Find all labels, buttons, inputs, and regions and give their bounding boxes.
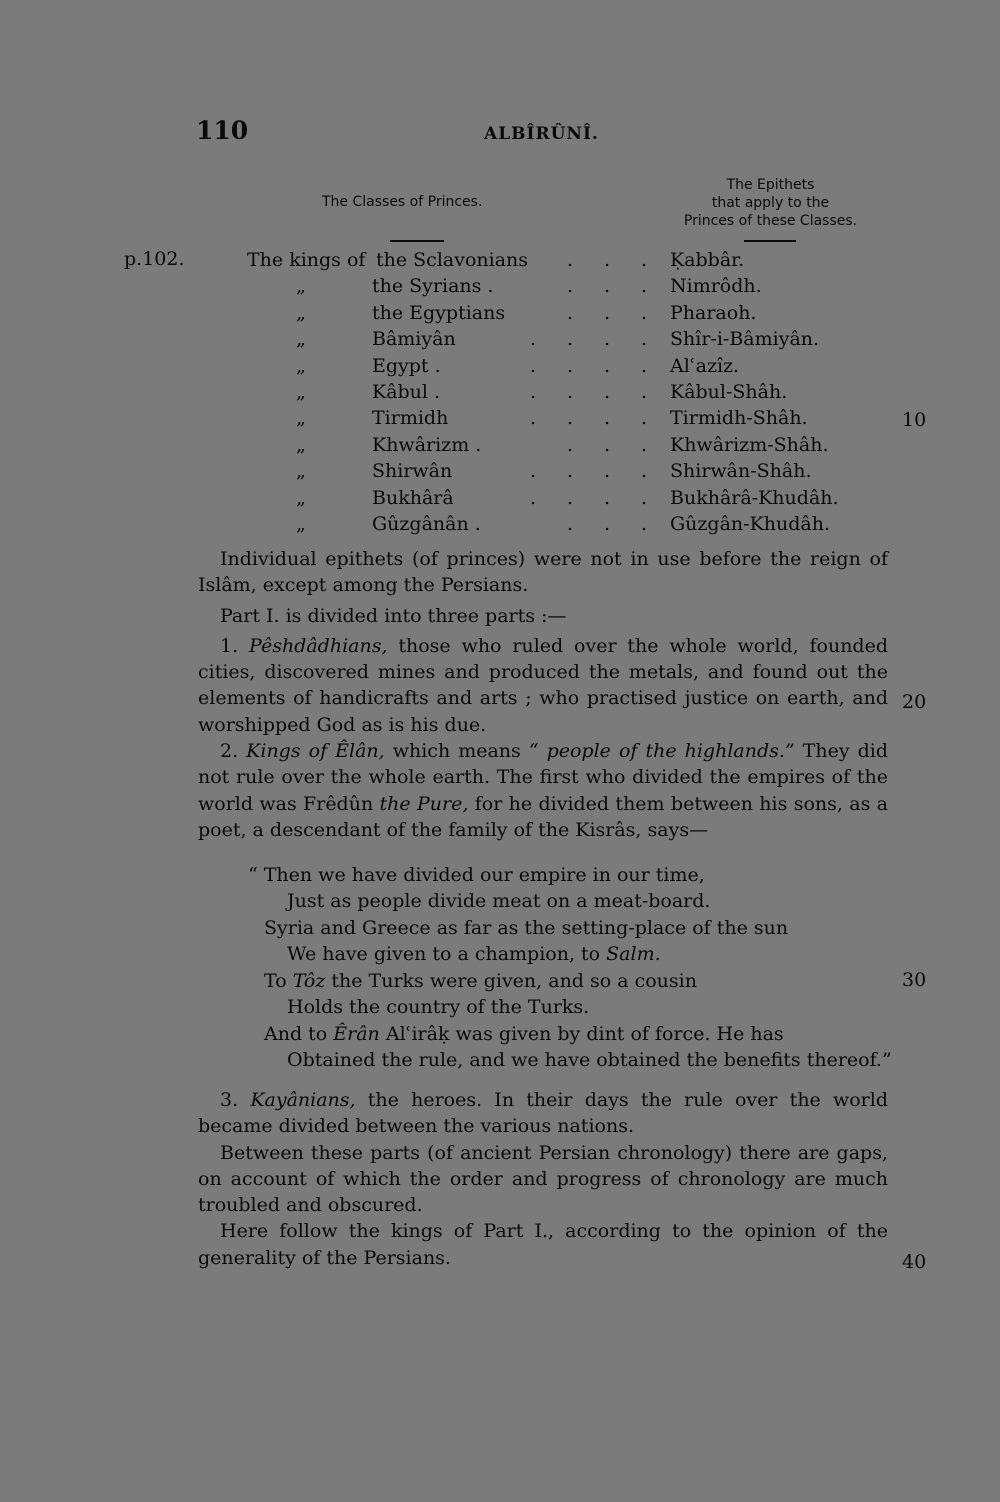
text: for he divided them between his sons, as a poet, a descendant of the family of the Kisrâs, says— xyxy=(198,792,889,841)
heading-line: that apply to the xyxy=(711,195,830,211)
leader-dot: . xyxy=(567,354,574,377)
table-row xyxy=(0,432,1000,458)
term: Tôz xyxy=(292,970,326,992)
verse-line xyxy=(287,941,661,967)
ditto-mark: „ xyxy=(296,460,306,483)
ditto-mark: „ xyxy=(296,275,306,298)
leader-dots xyxy=(530,326,678,352)
leader-dot: . xyxy=(530,486,537,509)
leader-dot: . xyxy=(641,249,648,271)
leader-dot: . xyxy=(604,460,611,483)
table-row xyxy=(0,405,1000,431)
leader-dot: . xyxy=(641,381,648,403)
leader-dot: . xyxy=(604,381,611,403)
paragraph: Part I. is divided into three parts :— xyxy=(220,604,567,627)
heading-rule-right xyxy=(744,240,796,242)
heading-rule-left xyxy=(390,240,444,242)
leader-dot: . xyxy=(530,354,537,377)
leader-dot: . xyxy=(604,513,611,535)
verse-line: “ Then we have divided our empire in our time, xyxy=(248,864,705,886)
leader-dot: . xyxy=(641,433,648,456)
leader-dot: . xyxy=(567,407,574,430)
paragraph: Here follow the kings of Part I., according to the opinion of the generality of the Persians. xyxy=(198,1220,888,1269)
text: the Turks were given, and so a cousin xyxy=(325,970,697,992)
leader-dots xyxy=(530,353,678,379)
leader-dot: . xyxy=(641,513,648,535)
line-number: 10 xyxy=(902,409,927,431)
epithet: Alʿazîz. xyxy=(670,354,740,377)
class-prefix: The kings of xyxy=(247,249,366,271)
class-name: Khwârizm . xyxy=(372,433,482,456)
table-row xyxy=(0,247,1000,273)
leader-dot: . xyxy=(641,407,648,430)
ditto-mark: „ xyxy=(296,433,306,456)
body-text-lower xyxy=(198,1087,888,1271)
heading-line: The Epithets xyxy=(726,177,815,193)
class-name: Tirmidh xyxy=(372,407,449,430)
leader-dots xyxy=(530,379,678,405)
ditto-mark: „ xyxy=(296,486,306,509)
leader-dot: . xyxy=(641,486,648,509)
leader-dots xyxy=(530,485,678,511)
body-text-upper xyxy=(198,546,888,843)
leader-dot: . xyxy=(567,513,574,535)
table-heading-epithets xyxy=(668,176,873,230)
leader-dot: . xyxy=(530,407,537,430)
class-name: the Syrians . xyxy=(372,275,494,298)
table-row xyxy=(0,353,1000,379)
text: which means xyxy=(384,740,529,763)
table-heading-classes: The Classes of Princes. xyxy=(322,194,483,210)
leader-dots xyxy=(567,432,678,458)
side-reference: p.102. xyxy=(124,248,185,270)
paragraph: Between these parts (of ancient Persian chronology) there are gaps, on account of which the order and progress of chronology are much troubled and obscured. xyxy=(198,1141,888,1217)
leader-dot: . xyxy=(530,460,537,483)
item-number: 2. xyxy=(220,740,247,763)
leader-dot: . xyxy=(604,433,611,456)
verse-line: Just as people divide meat on a meat-board. xyxy=(287,890,711,912)
paragraph-kings-of-elan xyxy=(198,738,888,843)
class-name: Bukhârâ xyxy=(372,486,454,509)
leader-dots xyxy=(567,511,678,537)
class-name: Shirwân xyxy=(372,460,453,483)
leader-dot: . xyxy=(641,460,648,483)
text: Alʿirâḳ was given by dint of force. He has xyxy=(379,1023,784,1045)
table-row xyxy=(0,273,1000,299)
table-row xyxy=(0,379,1000,405)
text: They did not rule over the whole earth. The first who divided the empires of the world was Frêdûn xyxy=(198,740,888,815)
ditto-mark: „ xyxy=(296,513,306,535)
paragraph: Individual epithets (of princes) were not in use before the reign of Islâm, except among the Persians. xyxy=(198,548,888,597)
item-number: 1. xyxy=(220,634,250,657)
leader-dot: . xyxy=(567,381,574,403)
paragraph-kayanians xyxy=(198,1087,888,1140)
quote: “ people of the highlands.” xyxy=(528,740,795,763)
line-number: 40 xyxy=(902,1251,927,1273)
paragraph-peshdadhians xyxy=(198,633,888,738)
leader-dot: . xyxy=(567,301,574,324)
table-row xyxy=(0,326,1000,352)
epithet: Ḳabbâr. xyxy=(670,249,745,271)
leader-dots xyxy=(530,458,678,484)
term: Kings of Êlân, xyxy=(246,740,385,763)
leader-dot: . xyxy=(604,328,611,351)
verse-line: Obtained the rule, and we have obtained the benefits thereof.” xyxy=(287,1049,892,1071)
leader-dots xyxy=(530,405,678,431)
term: Pêshdâdhians, xyxy=(249,634,388,657)
leader-dot: . xyxy=(530,328,537,351)
verse-line xyxy=(264,968,697,994)
leader-dot: . xyxy=(567,249,574,271)
epithet: Gûzgân-Khudâh. xyxy=(670,513,831,535)
leader-dot: . xyxy=(604,407,611,430)
page-number: 110 xyxy=(196,116,249,145)
epithet: Shirwân-Shâh. xyxy=(670,460,812,483)
class-name: Bâmiyân xyxy=(372,328,456,351)
class-name: the Sclavonians xyxy=(376,249,529,271)
table-row xyxy=(0,511,1000,537)
verse-line: Holds the country of the Turks. xyxy=(287,996,590,1018)
ditto-mark: „ xyxy=(296,328,306,351)
leader-dot: . xyxy=(604,249,611,271)
table-row xyxy=(0,300,1000,326)
item-number: 3. xyxy=(220,1089,251,1111)
epithet: Pharaoh. xyxy=(670,301,757,324)
leader-dot: . xyxy=(641,275,648,298)
epithet: Tirmidh-Shâh. xyxy=(670,407,808,430)
text: those who ruled over the whole world, founded cities, discovered mines and produced the metals, and found out the elements of handicrafts and arts ; who practised justice on earth, and worshipped God as is his due. xyxy=(198,634,888,736)
term: Salm. xyxy=(606,943,661,965)
class-name: Egypt . xyxy=(372,354,441,377)
leader-dot: . xyxy=(604,486,611,509)
text: the heroes. In their days the rule over the world became divided between the various nations. xyxy=(198,1089,889,1138)
heading-line: Princes of these Classes. xyxy=(683,213,858,229)
table-row xyxy=(0,458,1000,484)
running-title: ALBÎRÛNÎ. xyxy=(484,124,599,144)
text: To xyxy=(264,970,293,992)
leader-dot: . xyxy=(641,328,648,351)
epithet: Nimrôdh. xyxy=(670,275,762,298)
epithet: Khwârizm-Shâh. xyxy=(670,433,829,456)
leader-dot: . xyxy=(641,301,648,324)
text: We have given to a champion, to xyxy=(287,943,607,965)
leader-dot: . xyxy=(604,354,611,377)
leader-dot: . xyxy=(604,275,611,298)
class-name: Gûzgânân . xyxy=(372,513,481,535)
term: Kayânians, xyxy=(250,1089,356,1111)
leader-dot: . xyxy=(567,275,574,298)
ditto-mark: „ xyxy=(296,301,306,324)
class-name: Kâbul . xyxy=(372,381,441,403)
verse-line: Syria and Greece as far as the setting-place of the sun xyxy=(264,917,789,939)
epithet: Kâbul-Shâh. xyxy=(670,381,788,403)
ditto-mark: „ xyxy=(296,354,306,377)
leader-dots xyxy=(567,273,678,299)
verse-line xyxy=(264,1021,784,1047)
epithet: Bukhârâ-Khudâh. xyxy=(670,486,839,509)
term: the Pure, xyxy=(379,792,469,815)
epithet: Shîr-i-Bâmiyân. xyxy=(670,328,820,351)
leader-dot: . xyxy=(641,354,648,377)
line-number: 20 xyxy=(902,691,927,713)
class-name: the Egyptians xyxy=(372,301,506,324)
text: And to xyxy=(264,1023,334,1045)
leader-dots xyxy=(567,247,678,273)
term: Êrân xyxy=(333,1023,380,1045)
leader-dot: . xyxy=(567,460,574,483)
leader-dot: . xyxy=(604,301,611,324)
line-number: 30 xyxy=(902,969,927,991)
leader-dot: . xyxy=(567,328,574,351)
table-row xyxy=(0,485,1000,511)
leader-dot: . xyxy=(567,433,574,456)
leader-dot: . xyxy=(567,486,574,509)
ditto-mark: „ xyxy=(296,381,306,403)
leader-dot: . xyxy=(530,381,537,403)
leader-dots xyxy=(567,300,678,326)
ditto-mark: „ xyxy=(296,407,306,430)
